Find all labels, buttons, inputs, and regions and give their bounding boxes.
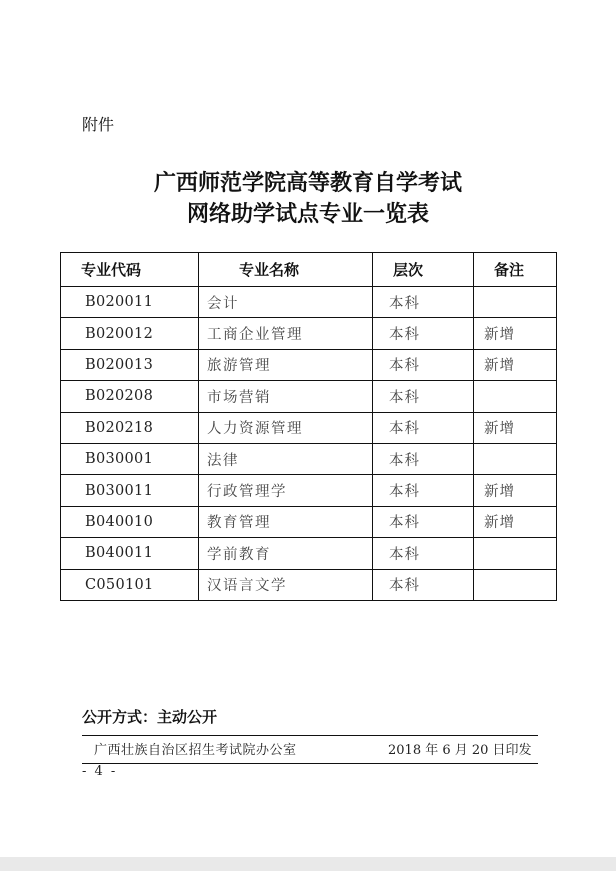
- issue-date: 2018 年 6 月 20 日印发: [388, 743, 532, 758]
- document-title-line-2: 网络助学试点专业一览表: [186, 201, 429, 227]
- cell-level: 本科: [373, 569, 474, 600]
- cell-code: B040010: [61, 506, 199, 537]
- table-header-row: [61, 253, 557, 287]
- viewer-bottom-bar: [0, 857, 616, 871]
- page-number: - 4 -: [82, 764, 118, 779]
- cell-name: 工商企业管理: [199, 318, 373, 349]
- cell-name: 人力资源管理: [199, 412, 373, 443]
- cell-level: 本科: [373, 506, 474, 537]
- cell-name: 法律: [199, 443, 373, 474]
- cell-level: 本科: [373, 475, 474, 506]
- majors-table: [60, 252, 557, 601]
- cell-name: 行政管理学: [199, 475, 373, 506]
- cell-code: B040011: [61, 538, 199, 569]
- cell-note: 新增: [474, 475, 557, 506]
- table-row: [61, 381, 557, 412]
- table-row: [61, 443, 557, 474]
- cell-note: 新增: [474, 506, 557, 537]
- cell-note: 新增: [474, 349, 557, 380]
- cell-note: [474, 538, 557, 569]
- cell-code: B020218: [61, 412, 199, 443]
- footer-bottom-rule: [82, 763, 538, 764]
- table-body: [61, 287, 557, 601]
- cell-code: B020012: [61, 318, 199, 349]
- table-row: [61, 287, 557, 318]
- cell-level: 本科: [373, 412, 474, 443]
- disclosure-method: 公开方式：主动公开: [82, 708, 218, 726]
- cell-name: 市场营销: [199, 381, 373, 412]
- cell-note: 新增: [474, 412, 557, 443]
- cell-code: B030001: [61, 443, 199, 474]
- cell-code: C050101: [61, 569, 199, 600]
- table-row: [61, 412, 557, 443]
- cell-code: B020011: [61, 287, 199, 318]
- cell-level: 本科: [373, 318, 474, 349]
- cell-note: [474, 443, 557, 474]
- cell-level: 本科: [373, 287, 474, 318]
- document-title-line-1: 广西师范学院高等教育自学考试: [153, 170, 462, 196]
- header-note: 备注: [474, 253, 557, 287]
- header-name: 专业名称: [199, 253, 373, 287]
- table-row: [61, 538, 557, 569]
- table-row: [61, 569, 557, 600]
- table-row: [61, 349, 557, 380]
- cell-name: 学前教育: [199, 538, 373, 569]
- cell-code: B020013: [61, 349, 199, 380]
- cell-code: B030011: [61, 475, 199, 506]
- cell-level: 本科: [373, 443, 474, 474]
- cell-note: [474, 381, 557, 412]
- cell-level: 本科: [373, 349, 474, 380]
- cell-name: 汉语言文学: [199, 569, 373, 600]
- header-level: 层次: [373, 253, 474, 287]
- cell-level: 本科: [373, 538, 474, 569]
- cell-name: 教育管理: [199, 506, 373, 537]
- attachment-label: 附件: [82, 115, 115, 134]
- cell-code: B020208: [61, 381, 199, 412]
- cell-note: [474, 569, 557, 600]
- cell-name: 会计: [199, 287, 373, 318]
- cell-level: 本科: [373, 381, 474, 412]
- cell-note: [474, 287, 557, 318]
- table-row: [61, 318, 557, 349]
- footer-top-rule: [82, 735, 538, 736]
- header-code: 专业代码: [61, 253, 199, 287]
- cell-note: 新增: [474, 318, 557, 349]
- table-row: [61, 506, 557, 537]
- issuer-office: 广西壮族自治区招生考试院办公室: [94, 743, 297, 758]
- cell-name: 旅游管理: [199, 349, 373, 380]
- table-row: [61, 475, 557, 506]
